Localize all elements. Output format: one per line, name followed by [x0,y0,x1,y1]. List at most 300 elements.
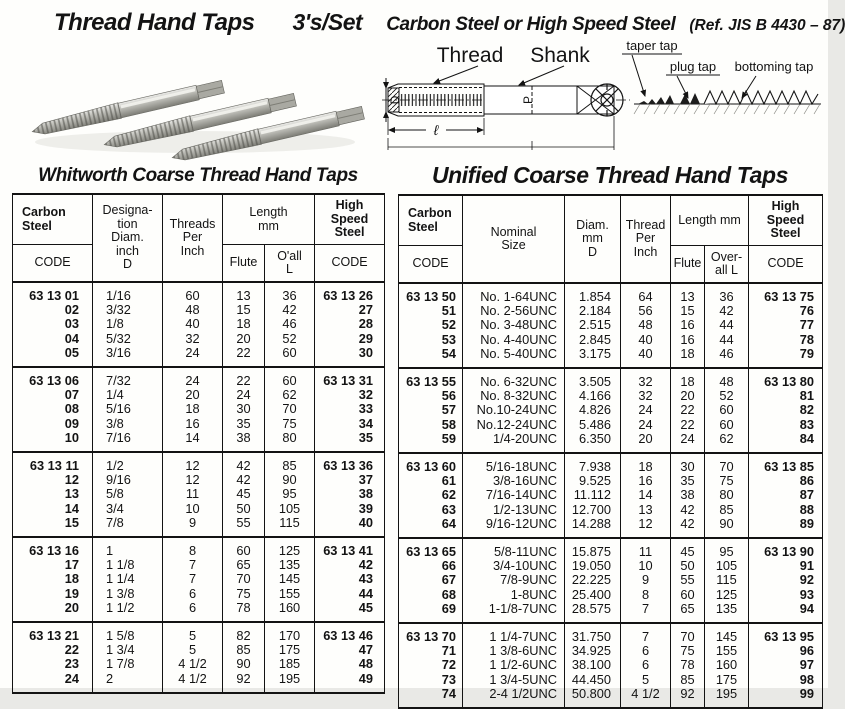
cell-hss: 27 [315,303,385,317]
cell-tpi: 11 [621,538,671,559]
table-row [399,503,823,517]
cell-code: 13 [13,487,93,501]
cell-code: 07 [13,388,93,402]
cell-nominal: 1 1/4-7UNC [463,623,565,644]
cell-hss: 83 [749,418,823,432]
table-row [13,643,385,657]
cell-tpi: 32 [163,332,223,346]
col-header-nominal-size: Nominal Size [463,195,565,283]
cell-tpi: 60 [163,282,223,303]
cell-nominal: 1 1/2-6UNC [463,658,565,672]
tables-row [0,162,828,709]
cell-tpi: 4 1/2 [621,687,671,708]
table-row [399,389,823,403]
table-row [399,453,823,474]
cell-tpi: 20 [163,388,223,402]
cell-oall: 105 [265,502,315,516]
cell-oall: 42 [265,303,315,317]
cell-hss: 78 [749,333,823,347]
cell-oall: 160 [705,658,749,672]
cell-code: 73 [399,673,463,687]
table-row [399,347,823,368]
cell-oall: 90 [705,517,749,538]
cell-hss: 81 [749,389,823,403]
row-group [13,452,385,537]
cell-hss: 63 13 75 [749,283,823,304]
table-row [399,644,823,658]
cell-tpi: 24 [163,367,223,388]
table-row [13,452,385,473]
cell-hss: 97 [749,658,823,672]
cell-oall: 60 [265,367,315,388]
cell-tpi: 48 [163,303,223,317]
cell-oall: 85 [265,452,315,473]
cell-tpi: 6 [621,658,671,672]
cell-oall: 46 [265,317,315,331]
cell-oall: 62 [265,388,315,402]
cell-tpi: 40 [621,347,671,368]
table-row [399,573,823,587]
cell-tpi: 32 [621,368,671,389]
table-row [13,402,385,416]
table-row [13,303,385,317]
cell-code: 51 [399,304,463,318]
cell-desig: 7/8 [93,516,163,537]
table-row [13,516,385,537]
cell-oall: 115 [265,516,315,537]
set-label: 3's/Set [292,9,363,35]
cell-nominal: No. 5-40UNC [463,347,565,368]
cell-diam: 25.400 [565,588,621,602]
ground-hatch [634,104,820,114]
table-row [399,538,823,559]
col-header-threads-per-inch: Threads Per Inch [163,194,223,282]
cell-code: 63 13 16 [13,537,93,558]
cell-desig: 1 3/4 [93,643,163,657]
table-row [399,403,823,417]
cell-tpi: 13 [621,503,671,517]
cell-hss: 98 [749,673,823,687]
cell-tpi: 7 [163,572,223,586]
cell-tpi: 4 1/2 [163,657,223,671]
cell-flute: 75 [223,587,265,601]
cell-diam: 11.112 [565,488,621,502]
cell-code: 20 [13,601,93,622]
cell-flute: 55 [671,573,705,587]
cell-hss: 77 [749,318,823,332]
tap-chamfer-profiles [634,91,821,114]
cell-hss: 43 [315,572,385,586]
cell-tpi: 18 [621,453,671,474]
col-header-high-speed-steel: High Speed Steel [749,195,823,246]
table-row [399,602,823,623]
cell-flute: 30 [671,453,705,474]
cell-code: 08 [13,402,93,416]
cell-desig: 2 [93,672,163,693]
col-header-overall: Over- all L [705,246,749,284]
col-header-flute: Flute [223,245,265,283]
row-group [399,283,823,368]
cell-nominal: No. 3-48UNC [463,318,565,332]
cell-flute: 20 [223,332,265,346]
cell-code: 63 [399,503,463,517]
cell-tpi: 7 [621,623,671,644]
cell-desig: 1 7/8 [93,657,163,671]
cell-code: 14 [13,502,93,516]
unified-table [398,194,823,709]
cell-hss: 89 [749,517,823,538]
cell-nominal: No. 2-56UNC [463,304,565,318]
cell-oall: 75 [265,417,315,431]
table-row [399,517,823,538]
cell-flute: 24 [223,388,265,402]
cell-oall: 62 [705,432,749,453]
cell-hss: 48 [315,657,385,671]
cell-code: 63 13 55 [399,368,463,389]
cell-code: 63 13 65 [399,538,463,559]
cell-nominal: No. 1-64UNC [463,283,565,304]
cell-code: 12 [13,473,93,487]
cell-oall: 160 [265,601,315,622]
cell-hss: 63 13 26 [315,282,385,303]
row-group [399,538,823,623]
cell-hss: 99 [749,687,823,708]
cell-hss: 82 [749,403,823,417]
page-title: Thread Hand Taps [54,9,255,36]
cell-flute: 92 [223,672,265,693]
cell-hss: 94 [749,602,823,623]
cell-flute: 35 [223,417,265,431]
cell-flute: 60 [671,588,705,602]
table-row [13,317,385,331]
cell-oall: 60 [705,418,749,432]
cell-hss: 34 [315,417,385,431]
cell-desig: 1 1/2 [93,601,163,622]
col-header-flute: Flute [671,246,705,284]
cell-code: 61 [399,474,463,488]
cell-flute: 42 [671,503,705,517]
cell-oall: 36 [705,283,749,304]
table-row [13,346,385,367]
cell-oall: 155 [705,644,749,658]
row-group [13,367,385,452]
cell-flute: 70 [223,572,265,586]
cell-tpi: 32 [621,389,671,403]
cell-flute: 70 [671,623,705,644]
col-header-carbon-steel: Carbon Steel [13,194,93,245]
cell-hss: 29 [315,332,385,346]
cell-tpi: 24 [621,418,671,432]
cell-hss: 79 [749,347,823,368]
cell-code: 71 [399,644,463,658]
cell-nominal: 2-4 1/2UNC [463,687,565,708]
cell-code: 23 [13,657,93,671]
cell-oall: 195 [705,687,749,708]
plug-profile [680,93,702,104]
cell-desig: 1 [93,537,163,558]
cell-hss: 38 [315,487,385,501]
table-row [13,417,385,431]
bottoming-profile [704,91,818,104]
cell-flute: 38 [223,431,265,452]
media-row [0,38,828,160]
cell-diam: 4.826 [565,403,621,417]
cell-tpi: 9 [621,573,671,587]
table-row [399,687,823,708]
cell-desig: 3/16 [93,346,163,367]
cell-oall: 185 [265,657,315,671]
cell-oall: 70 [265,402,315,416]
cell-hss: 88 [749,503,823,517]
table-row [399,432,823,453]
cell-tpi: 8 [621,588,671,602]
table-row [399,283,823,304]
cell-desig: 1/4 [93,388,163,402]
cell-nominal: 1/4-20UNC [463,432,565,453]
cell-desig: 1 3/8 [93,587,163,601]
cell-hss: 63 13 90 [749,538,823,559]
cell-tpi: 5 [163,643,223,657]
cell-oall: 52 [265,332,315,346]
cell-code: 66 [399,559,463,573]
cell-code: 09 [13,417,93,431]
cell-code: 02 [13,303,93,317]
cell-oall: 125 [265,537,315,558]
cell-code: 05 [13,346,93,367]
bottoming-tap-label: bottoming tap [734,59,814,74]
col-header-overall: O'all L [265,245,315,283]
cell-tpi: 56 [621,304,671,318]
cell-code: 22 [13,643,93,657]
cell-oall: 170 [265,622,315,643]
cell-tpi: 24 [621,403,671,417]
cell-hss: 76 [749,304,823,318]
whitworth-section [12,162,384,709]
cell-tpi: 14 [621,488,671,502]
cell-hss: 63 13 36 [315,452,385,473]
cell-desig: 3/32 [93,303,163,317]
cell-flute: 45 [223,487,265,501]
cell-code: 19 [13,587,93,601]
col-header-carbon-steel: Carbon Steel [399,195,463,246]
cell-hss: 86 [749,474,823,488]
cell-diam: 2.184 [565,304,621,318]
cell-code: 04 [13,332,93,346]
table-row [13,487,385,501]
cell-diam: 44.450 [565,673,621,687]
cell-flute: 24 [671,432,705,453]
table-row [399,368,823,389]
table-row [399,588,823,602]
cell-code: 57 [399,403,463,417]
cell-flute: 30 [223,402,265,416]
cell-flute: 22 [223,367,265,388]
table-row [13,558,385,572]
cell-oall: 60 [705,403,749,417]
cell-oall: 36 [265,282,315,303]
row-group [13,537,385,622]
cell-code: 72 [399,658,463,672]
cell-diam: 7.938 [565,453,621,474]
cell-tpi: 64 [621,283,671,304]
table-row [13,622,385,643]
col-header-thread-per-inch: Thread Per Inch [621,195,671,283]
cell-flute: 92 [671,687,705,708]
plug-tap-label: plug tap [669,59,717,74]
col-header-high-speed-steel: High Speed Steel [315,194,385,245]
cell-desig: 7/16 [93,431,163,452]
cell-tpi: 6 [163,587,223,601]
cell-diam: 19.050 [565,559,621,573]
cell-oall: 135 [265,558,315,572]
cell-nominal: No.10-24UNC [463,403,565,417]
cell-hss: 49 [315,672,385,693]
cell-flute: 50 [223,502,265,516]
table-row [13,601,385,622]
cell-diam: 15.875 [565,538,621,559]
cell-diam: 14.288 [565,517,621,538]
cell-hss: 96 [749,644,823,658]
cell-oall: 95 [705,538,749,559]
cell-diam: 4.166 [565,389,621,403]
cell-flute: 22 [671,403,705,417]
cell-oall: 155 [265,587,315,601]
cell-oall: 44 [705,333,749,347]
cell-flute: 85 [671,673,705,687]
cell-nominal: 7/16-14UNC [463,488,565,502]
cell-code: 63 13 50 [399,283,463,304]
shank-leader-line [519,66,564,85]
cell-tpi: 9 [163,516,223,537]
cell-nominal: No.12-24UNC [463,418,565,432]
cell-flute: 78 [223,601,265,622]
dim-len-label: ℓ [433,122,439,138]
cell-nominal: No. 8-32UNC [463,389,565,403]
row-group [399,368,823,453]
row-group [13,282,385,367]
cell-nominal: 1 3/8-6UNC [463,644,565,658]
cell-tpi: 16 [621,474,671,488]
cell-desig: 3/8 [93,417,163,431]
table-row [13,537,385,558]
table-row [13,657,385,671]
cell-tpi: 24 [163,346,223,367]
thread-leader-line [434,66,478,83]
cell-oall: 90 [265,473,315,487]
cell-oall: 85 [705,503,749,517]
cell-flute: 20 [671,389,705,403]
cell-tpi: 12 [163,452,223,473]
cell-tpi: 12 [621,517,671,538]
cell-flute: 50 [671,559,705,573]
cell-code: 63 13 21 [13,622,93,643]
cell-hss: 32 [315,388,385,402]
cell-flute: 90 [223,657,265,671]
cell-code: 63 13 60 [399,453,463,474]
cell-diam: 12.700 [565,503,621,517]
cell-desig: 1/8 [93,317,163,331]
cell-oall: 60 [265,346,315,367]
cell-flute: 55 [223,516,265,537]
cell-oall: 80 [705,488,749,502]
cell-hss: 93 [749,588,823,602]
cell-code: 63 13 11 [13,452,93,473]
cell-flute: 18 [223,317,265,331]
cell-nominal: 3/8-16UNC [463,474,565,488]
cell-diam: 3.505 [565,368,621,389]
cell-hss: 42 [315,558,385,572]
cell-hss: 33 [315,402,385,416]
cell-flute: 78 [671,658,705,672]
col-header-hss-code: CODE [315,245,385,283]
cell-hss: 63 13 41 [315,537,385,558]
cell-hss: 91 [749,559,823,573]
table-row [13,431,385,452]
cell-flute: 35 [671,474,705,488]
cell-oall: 175 [705,673,749,687]
cell-flute: 22 [223,346,265,367]
cell-tpi: 7 [621,602,671,623]
cell-hss: 63 13 80 [749,368,823,389]
cell-tpi: 4 1/2 [163,672,223,693]
col-header-diam: Diam. mm D [565,195,621,283]
cell-diam: 3.175 [565,347,621,368]
cell-desig: 1 5/8 [93,622,163,643]
cell-hss: 63 13 95 [749,623,823,644]
cell-code: 52 [399,318,463,332]
table-row [399,304,823,318]
col-header-hss-code: CODE [749,246,823,284]
cell-oall: 44 [705,318,749,332]
cell-oall: 52 [705,389,749,403]
table-row [13,282,385,303]
cell-hss: 30 [315,346,385,367]
cell-tpi: 7 [163,558,223,572]
cell-desig: 9/16 [93,473,163,487]
cell-code: 63 13 01 [13,282,93,303]
cell-diam: 1.854 [565,283,621,304]
jis-reference: (Ref. JIS B 4430 – 87) [689,17,845,34]
cell-flute: 60 [223,537,265,558]
table-row [399,623,823,644]
thread-teeth-band [400,94,482,106]
cell-nominal: No. 4-40UNC [463,333,565,347]
cell-hss: 84 [749,432,823,453]
unified-title: Unified Coarse Thread Hand Taps [431,162,789,188]
cell-desig: 1 1/4 [93,572,163,586]
cell-nominal: 5/16-18UNC [463,453,565,474]
cell-code: 64 [399,517,463,538]
cell-diam: 2.845 [565,333,621,347]
cell-tpi: 12 [163,473,223,487]
cell-diam: 2.515 [565,318,621,332]
table-row [13,473,385,487]
cell-oall: 75 [705,474,749,488]
cell-nominal: 7/8-9UNC [463,573,565,587]
row-group [399,623,823,708]
cell-code: 58 [399,418,463,432]
cell-code: 18 [13,572,93,586]
cell-oall: 195 [265,672,315,693]
cell-code: 63 13 06 [13,367,93,388]
table-row [399,673,823,687]
cell-flute: 22 [671,418,705,432]
cell-flute: 16 [671,333,705,347]
cell-code: 56 [399,389,463,403]
thread-taps-photo [20,38,370,163]
taper-tap-label: taper tap [626,38,678,53]
taper-arrow [632,55,645,96]
